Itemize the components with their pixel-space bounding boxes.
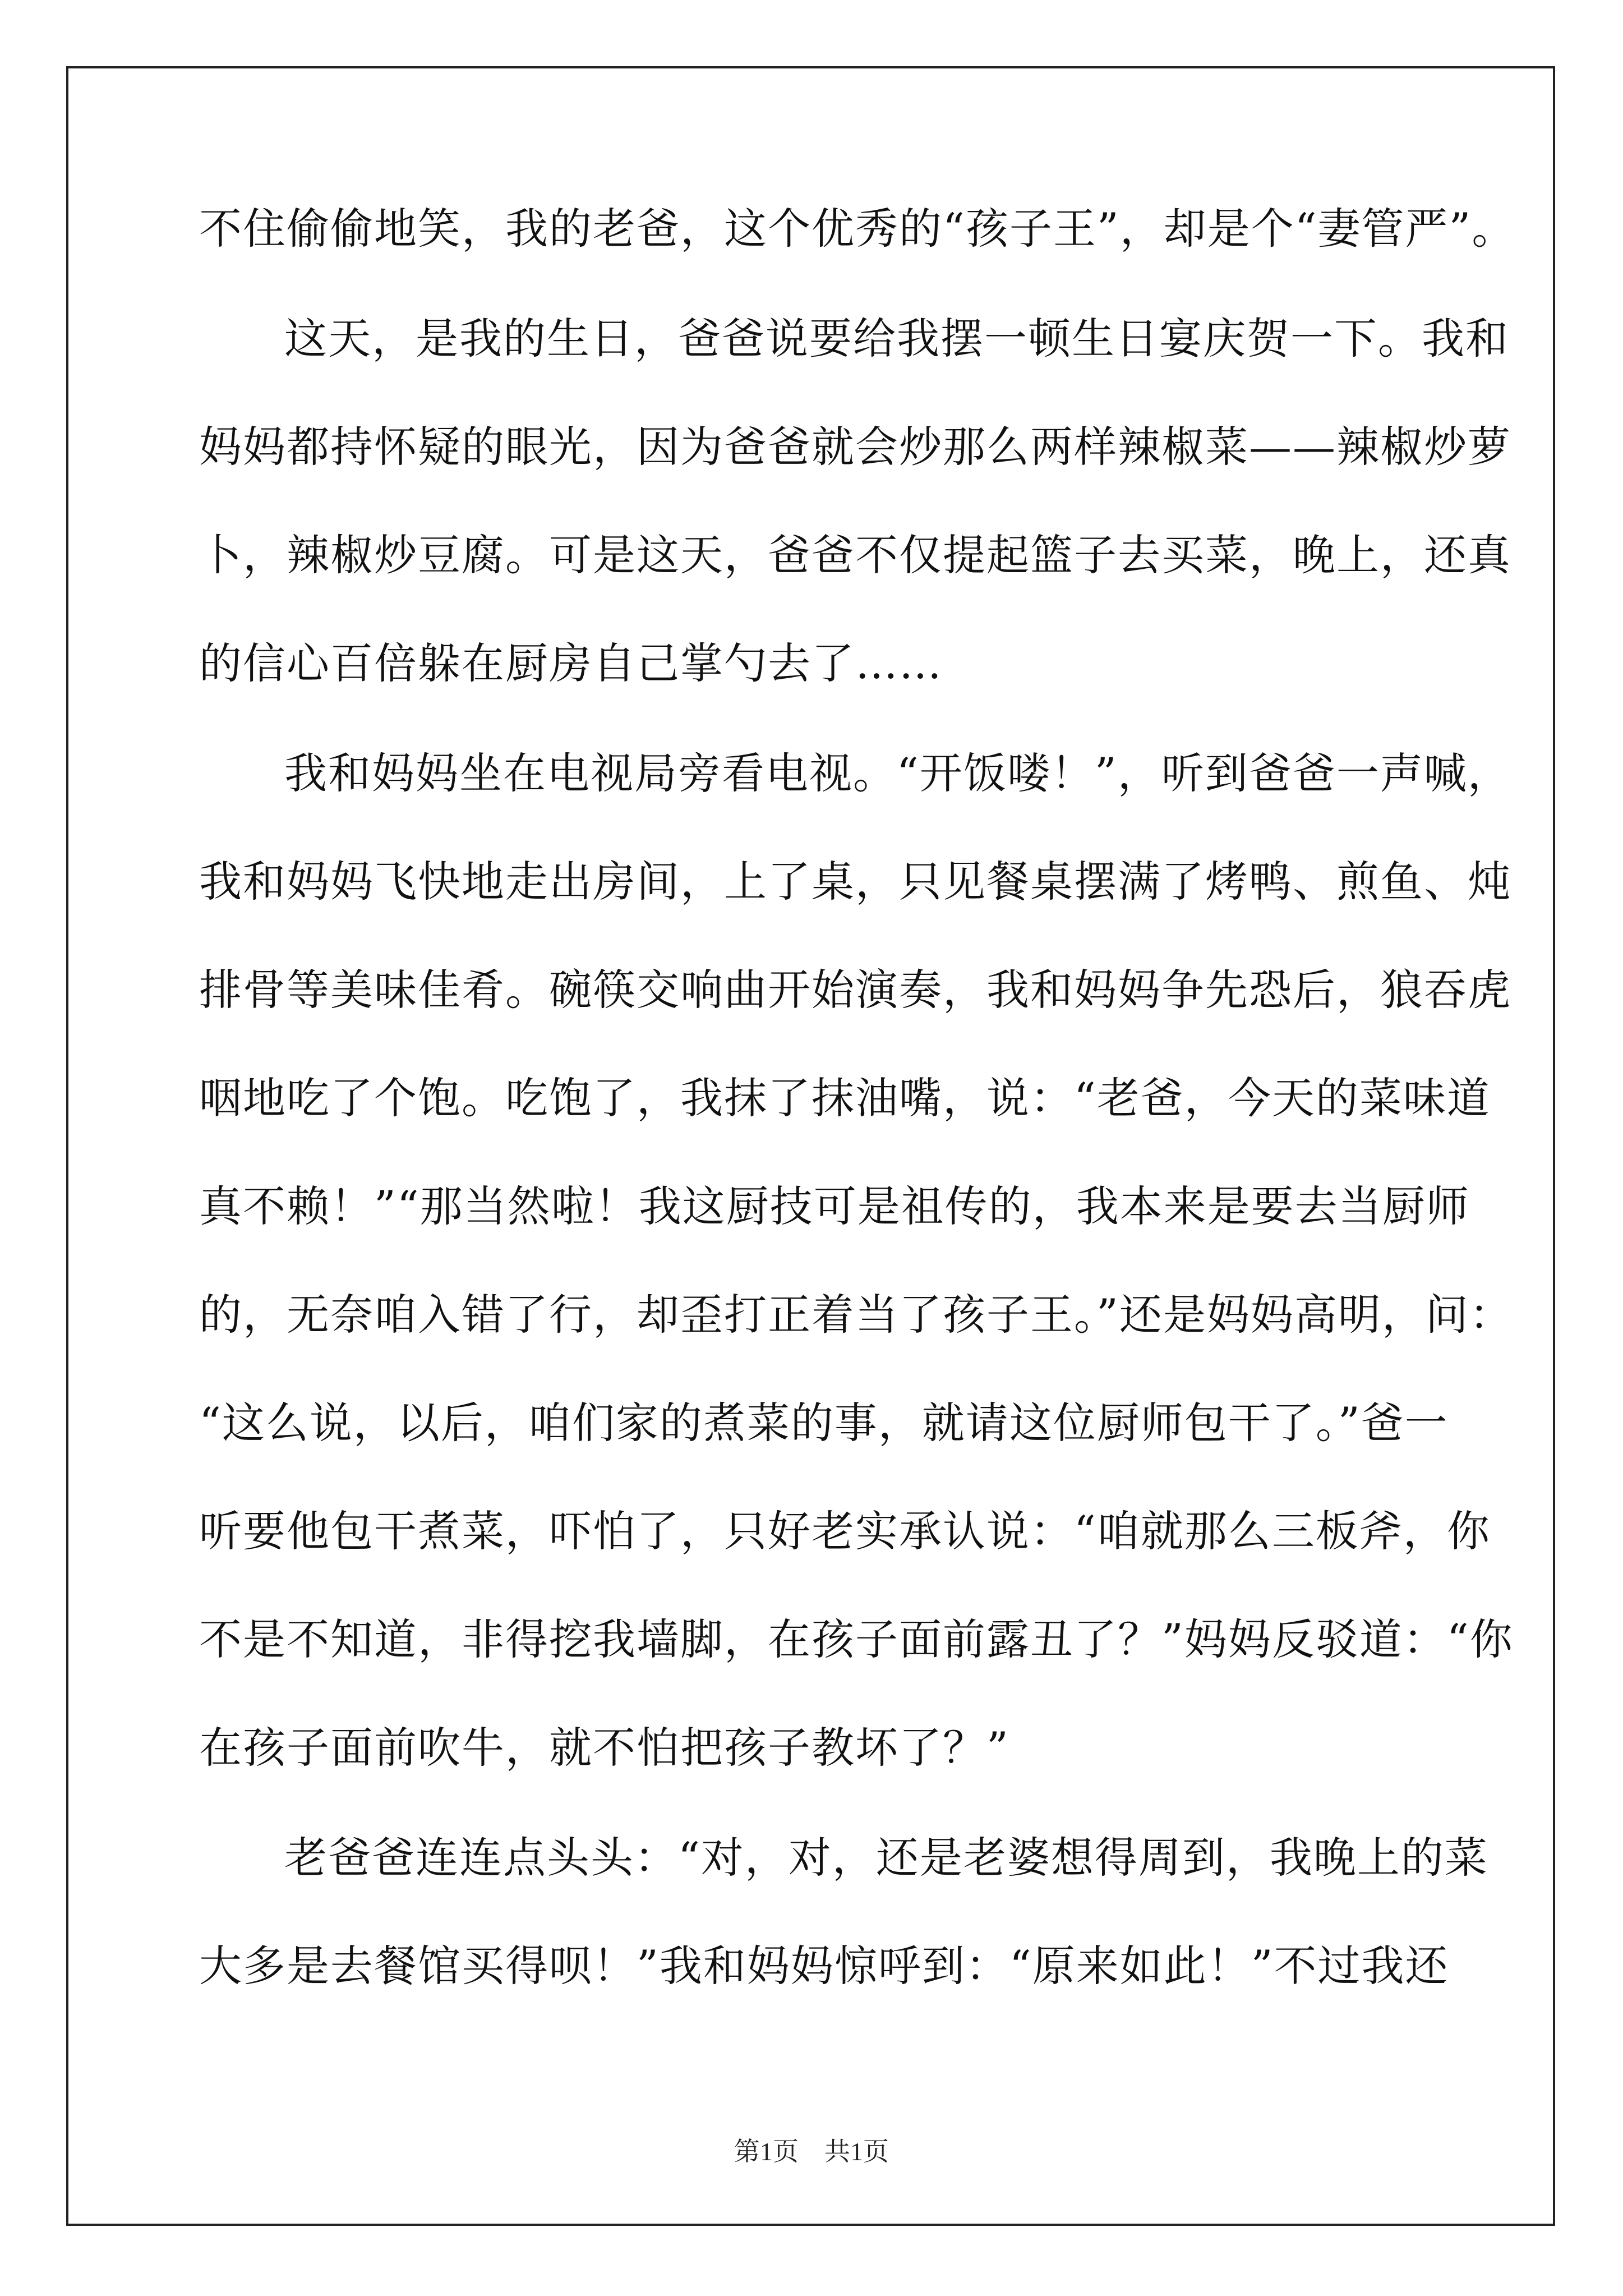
text-line: 老爸爸连连点头头：“对，对，还是老婆想得周到，我晚上的菜 (284, 1833, 1488, 1883)
text-line: 我和妈妈坐在电视局旁看电视。“开饭喽！”，听到爸爸一声喊， (284, 748, 1511, 798)
text-line: 不住偷偷地笑，我的老爸，这个优秀的“孩子王”，却是个“妻管严”。 (199, 204, 1516, 254)
text-line: 咽地吃了个饱。吃饱了，我抹了抹油嘴，说：“老爸，今天的菜味道 (199, 1073, 1491, 1123)
paragraph (199, 312, 1511, 691)
text-line: “这么说，以后，咱们家的煮菜的事，就请这位厨师包干了。”爸一 (199, 1398, 1449, 1448)
text-line: 排骨等美味佳肴。碗筷交响曲开始演奏，我和妈妈争先恐后，狼吞虎 (199, 965, 1511, 1015)
text-line: 在孩子面前吹牛，就不怕把孩子教坏了？” (199, 1723, 1009, 1773)
text-line: 真不赖！”“那当然啦！我这厨技可是祖传的，我本来是要去当厨师 (199, 1181, 1470, 1231)
text-line: 我和妈妈飞快地走出房间，上了桌，只见餐桌摆满了烤鸭、煎鱼、炖 (199, 857, 1511, 907)
text-line: 听要他包干煮菜，吓怕了，只好老实承认说：“咱就那么三板斧，你 (199, 1506, 1491, 1556)
paragraph-spacing (199, 1775, 1433, 1831)
page-number-footer: 第1页 共1页 (734, 2137, 889, 2166)
text-line: 的信心百倍躲在厨房自己掌勺去了…… (199, 638, 943, 688)
paragraph-spacing (199, 256, 1433, 312)
text-line: 这天，是我的生日，爸爸说要给我摆一顿生日宴庆贺一下。我和 (284, 314, 1509, 364)
document-body (199, 202, 1516, 1993)
paragraph (199, 1831, 1488, 1993)
paragraph (199, 202, 1516, 256)
paragraph (199, 747, 1514, 1775)
text-line: 妈妈都持怀疑的眼光，因为爸爸就会炒那么两样辣椒菜——辣椒炒萝 (199, 422, 1511, 472)
paragraph-spacing (199, 691, 1433, 747)
text-line: 不是不知道，非得挖我墙脚，在孩子面前露丑了？”妈妈反驳道：“你 (199, 1614, 1514, 1664)
text-line: 的，无奈咱入错了行，却歪打正着当了孩子王。”还是妈妈高明，问： (199, 1290, 1513, 1340)
text-line: 大多是去餐馆买得呗！”我和妈妈惊呼到：“原来如此！”不过我还 (199, 1941, 1449, 1991)
text-line: 卜，辣椒炒豆腐。可是这天，爸爸不仅提起篮子去买菜，晚上，还真 (199, 530, 1511, 580)
